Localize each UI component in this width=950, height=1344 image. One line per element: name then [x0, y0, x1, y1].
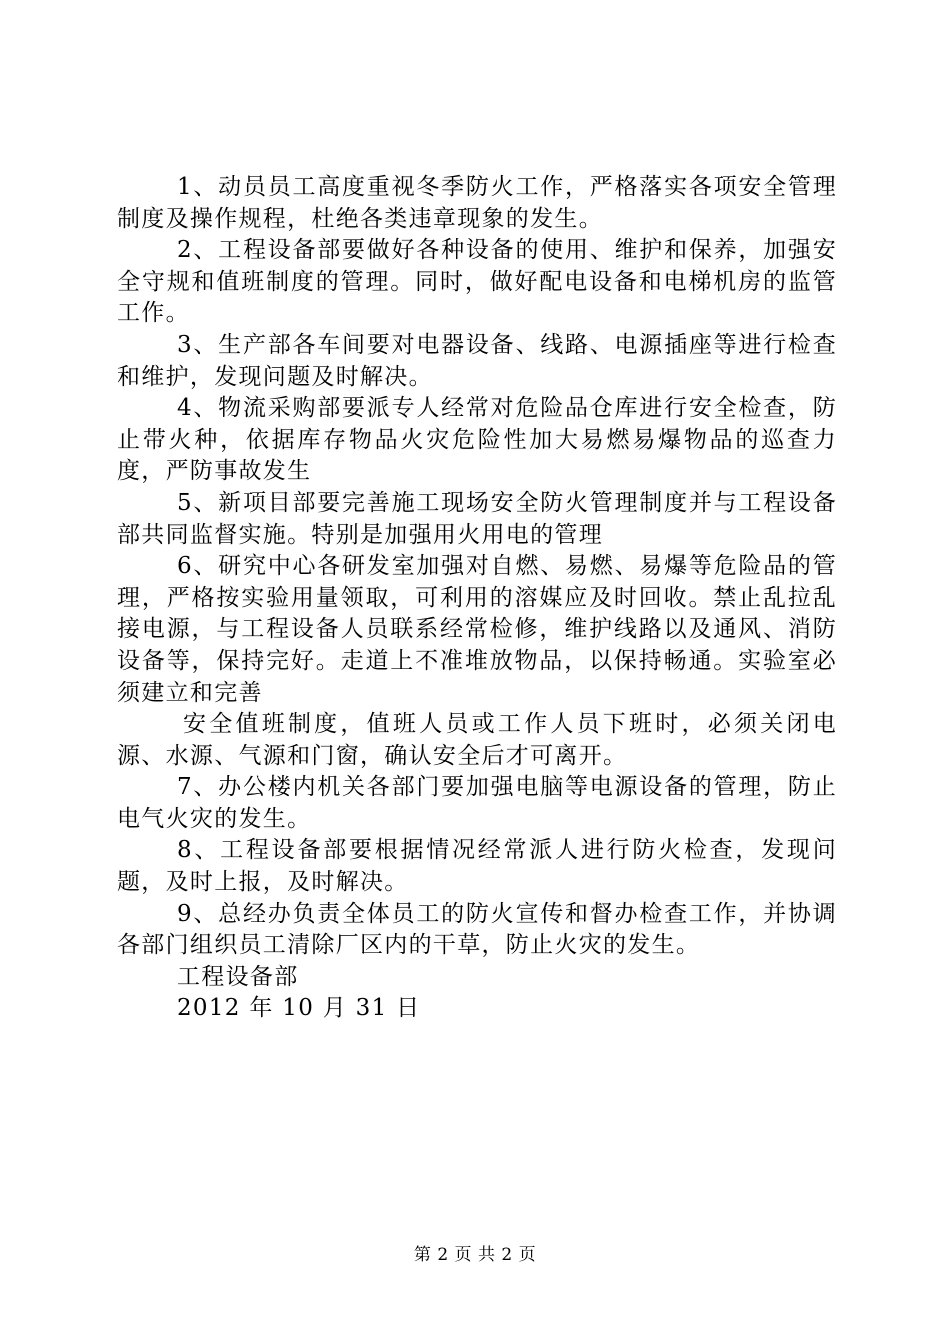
paragraph-item-9: 9、总经办负责全体员工的防火宣传和督办检查工作，并协调各部门组织员工清除厂区内的干草，防止火灾的发生。: [117, 900, 837, 959]
paragraph-item-1: 1、动员员工高度重视冬季防火工作，严格落实各项安全管理制度及操作规程，杜绝各类违章现象的发生。: [117, 174, 837, 232]
page-footer: 第 2 页 共 2 页: [413, 1245, 537, 1265]
paragraph-item-6-continued: 安全值班制度，值班人员或工作人员下班时，必须关闭电源、水源、气源和门窗，确认安全后才可离开。: [117, 711, 837, 769]
paragraph-item-5: 5、新项目部要完善施工现场安全防火管理制度并与工程设备部共同监督实施。特别是加强用火用电的管理: [117, 489, 837, 548]
paragraph-item-2: 2、工程设备部要做好各种设备的使用、维护和保养，加强安全守规和值班制度的管理。同时，做好配电设备和电梯机房的监管工作。: [117, 237, 837, 327]
paragraph-item-3: 3、生产部各车间要对电器设备、线路、电源插座等进行检查和维护，发现问题及时解决。: [117, 331, 837, 390]
paragraph-item-6: 6、研究中心各研发室加强对自燃、易燃、易爆等危险品的管理，严格按实验用量领取，可利用的溶媒应及时回收。禁止乱拉乱接电源，与工程设备人员联系经常检修，维护线路以及通风、消防设备等，保持完好。走道上不准堆放物品，以保持畅通。实验室必须建立和完善: [117, 553, 837, 706]
paragraph-item-4: 4、物流采购部要派专人经常对危险品仓库进行安全检查，防止带火种，依据库存物品火灾危险性加大易燃易爆物品的巡查力度，严防事故发生: [117, 395, 837, 485]
signature-date: 2012 年 10 月 31 日: [177, 995, 421, 1022]
signature-department: 工程设备部: [177, 963, 299, 990]
document-body: [117, 172, 837, 1025]
paragraph-item-7: 7、办公楼内机关各部门要加强电脑等电源设备的管理，防止电气火灾的发生。: [117, 774, 837, 832]
paragraph-item-8: 8、工程设备部要根据情况经常派人进行防火检查，发现问题，及时上报，及时解决。: [117, 837, 837, 896]
